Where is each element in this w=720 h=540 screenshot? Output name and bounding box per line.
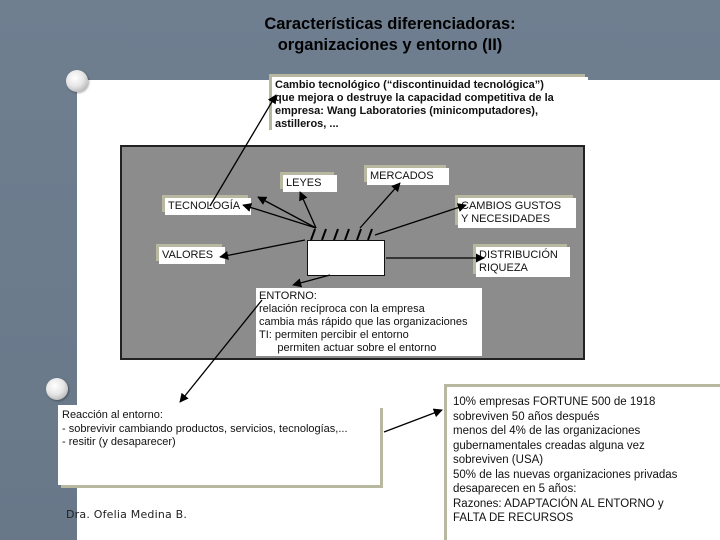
stats-line: desaparecen en 5 años: <box>453 483 577 495</box>
reaccion-line: - resitir (y desaparecer) <box>62 436 176 448</box>
top-note-line: empresa: Wang Laboratories (minicomputadores), <box>275 105 539 117</box>
arrow-to-cambios <box>375 205 466 235</box>
arrow-tecnologia-to-note <box>210 95 276 206</box>
title-line-1: Características diferenciadoras: <box>264 15 516 33</box>
organization-spikes <box>311 229 372 240</box>
label-tecnologia-text: TECNOLOGÍA <box>168 200 241 212</box>
reaccion-line: Reacción al entorno: <box>62 409 163 421</box>
arrow-leyes-to-entorno <box>293 275 330 285</box>
stats-line: menos del 4% de las organizaciones <box>453 425 641 437</box>
label-distribucion-line-1: DISTRIBUCIÓN <box>479 249 558 261</box>
label-distribucion-line-2: RIQUEZA <box>479 262 528 274</box>
stats-line: 10% empresas FORTUNE 500 de 1918 <box>453 396 656 408</box>
entorno-line: cambia más rápido que las organizaciones <box>259 316 468 328</box>
entorno-line: TI: permiten percibir el entorno <box>259 329 409 341</box>
spike-lines <box>311 229 372 240</box>
title-line-2: organizaciones y entorno (II) <box>277 36 503 54</box>
label-mercados-text: MERCADOS <box>370 170 434 182</box>
stats-line: Razones: ADAPTACIÓN AL ENTORNO y <box>453 497 664 510</box>
entorno-line: relación recíproca con la empresa <box>259 303 425 315</box>
top-note-line: que mejora o destruye la capacidad competitiva de la <box>275 92 554 104</box>
label-leyes-text: LEYES <box>286 177 322 189</box>
label-cambios-line-2: Y NECESIDADES <box>461 213 551 225</box>
arrow-to-reaccion <box>180 300 262 402</box>
arrow-to-valores <box>220 240 305 257</box>
arrow-to-stats <box>384 410 442 432</box>
entorno-line: ENTORNO: <box>259 290 317 302</box>
top-note-line: Cambio tecnológico (“discontinuidad tecnológica”) <box>275 79 544 91</box>
label-valores-text: VALORES <box>162 249 214 261</box>
stats-line: 50% de las nuevas organizaciones privadas <box>453 468 678 481</box>
entorno-line: permiten actuar sobre el entorno <box>259 342 437 354</box>
label-cambios-line-1: CAMBIOS GUSTOS <box>461 200 562 212</box>
top-note-line: astilleros, ... <box>275 118 339 130</box>
stats-line: sobreviven 50 años después <box>453 410 600 423</box>
stats-line: sobreviven (USA) <box>453 454 544 466</box>
footer-author: Dra. Ofelia Medina B. <box>66 508 188 521</box>
arrow-to-mercados <box>360 183 400 228</box>
arrow-to-leyes <box>300 192 316 228</box>
reaccion-line: - sobrevivir cambiando productos, servicios, tecnologías,... <box>62 422 348 435</box>
stats-line: gubernamentales creadas alguna vez <box>453 439 645 452</box>
stats-line: FALTA DE RECURSOS <box>453 512 574 524</box>
